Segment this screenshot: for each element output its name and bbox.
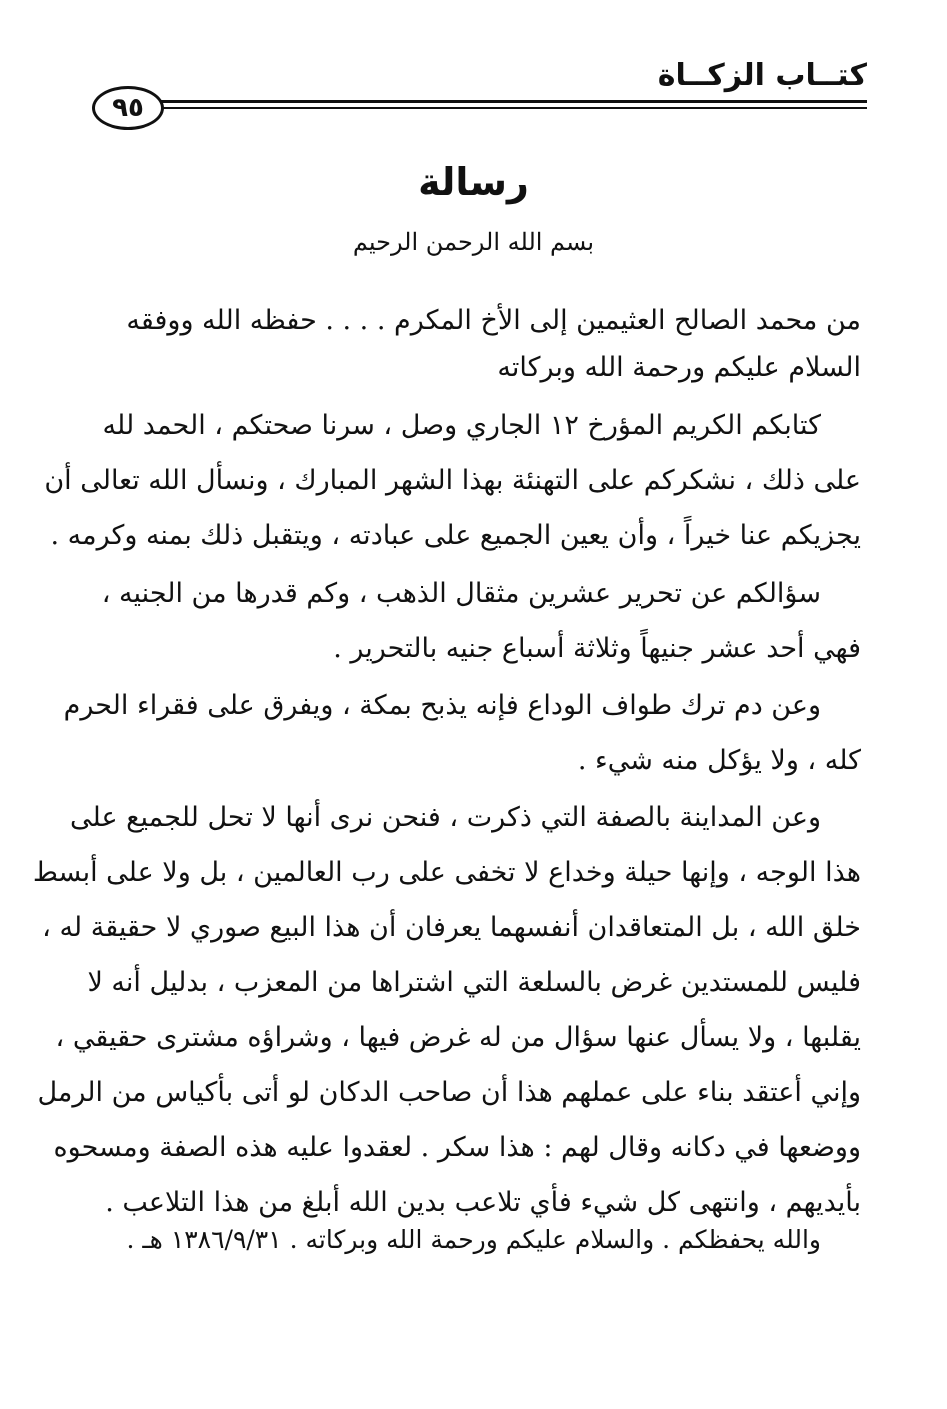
- from-line: من محمد الصالح العثيمين إلى الأخ المكرم . . . . حفظه الله ووفقه: [126, 305, 861, 336]
- header-rule-line-thin: [152, 107, 867, 109]
- header-rule-line-thick: [152, 100, 867, 103]
- page-number: ٩٥: [92, 86, 164, 130]
- paragraph-line: كتابكم الكريم المؤرخ ١٢ الجاري وصل ، سرنا صحتكم ، الحمد لله: [102, 410, 821, 441]
- paragraph-line: وعن المداينة بالصفة التي ذكرت ، فنحن نرى أنها لا تحل للجميع على: [70, 802, 821, 833]
- paragraph-line: وعن دم ترك طواف الوداع فإنه يذبح بمكة ، ويفرق على فقراء الحرم: [63, 690, 821, 721]
- paragraph-2: [101, 566, 861, 676]
- paragraph-line: وإني أعتقد بناء على عملهم هذا أن صاحب الدكان لو أتى بأكياس من الرمل: [37, 1077, 861, 1108]
- paragraph-line: كله ، ولا يؤكل منه شيء .: [577, 745, 861, 776]
- paragraph-3: [63, 678, 861, 788]
- paragraph-line: هذا الوجه ، وإنها حيلة وخداع لا تخفى على رب العالمين ، بل ولا على أبسط: [32, 857, 861, 888]
- paragraph-line: ووضعها في دكانه وقال لهم : هذا سكر . لعقدوا عليه هذه الصفة ومسحوه: [53, 1132, 861, 1163]
- paragraph-line: سؤالكم عن تحرير عشرين مثقال الذهب ، وكم قدرها من الجنيه ،: [101, 578, 821, 609]
- running-header-title: كتــاب الزكــاة: [657, 58, 867, 93]
- paragraph-line: يقلبها ، ولا يسأل عنها سؤال من له غرض فيها ، وشراؤه مشترى حقيقي ،: [55, 1022, 861, 1053]
- closing-line: والله يحفظكم . والسلام عليكم ورحمة الله وبركاته . ١٣٨٦/٩/٣١ هـ .: [126, 1225, 821, 1254]
- paragraph-line: فهي أحد عشر جنيهاً وثلاثة أسباع جنيه بالتحرير .: [333, 633, 861, 664]
- paragraph-4: [32, 790, 861, 1230]
- letter-title: رسالة: [418, 160, 529, 204]
- paragraph-line: بأيديهم ، وانتهى كل شيء فأي تلاعب بدين الله أبلغ من هذا التلاعب .: [105, 1187, 861, 1218]
- paragraph-line: خلق الله ، بل المتعاقدان أنفسهما يعرفان أن هذا البيع صوري لا حقيقة له ،: [42, 912, 861, 943]
- paragraph-line: فليس للمستدين غرض بالسلعة التي اشتراها من المعزب ، بدليل أنه لا: [87, 967, 861, 998]
- greeting-line: السلام عليكم ورحمة الله وبركاته: [497, 352, 861, 383]
- paragraph-line: يجزيكم عنا خيراً ، وأن يعين الجميع على عبادته ، ويتقبل ذلك بمنه وكرمه .: [50, 520, 861, 551]
- header-rule: [92, 86, 867, 130]
- basmala: بسم الله الرحمن الرحيم: [352, 228, 595, 256]
- paragraph-line: على ذلك ، نشكركم على التهنئة بهذا الشهر المبارك ، ونسأل الله تعالى أن: [44, 465, 861, 496]
- paragraph-1: [44, 398, 861, 563]
